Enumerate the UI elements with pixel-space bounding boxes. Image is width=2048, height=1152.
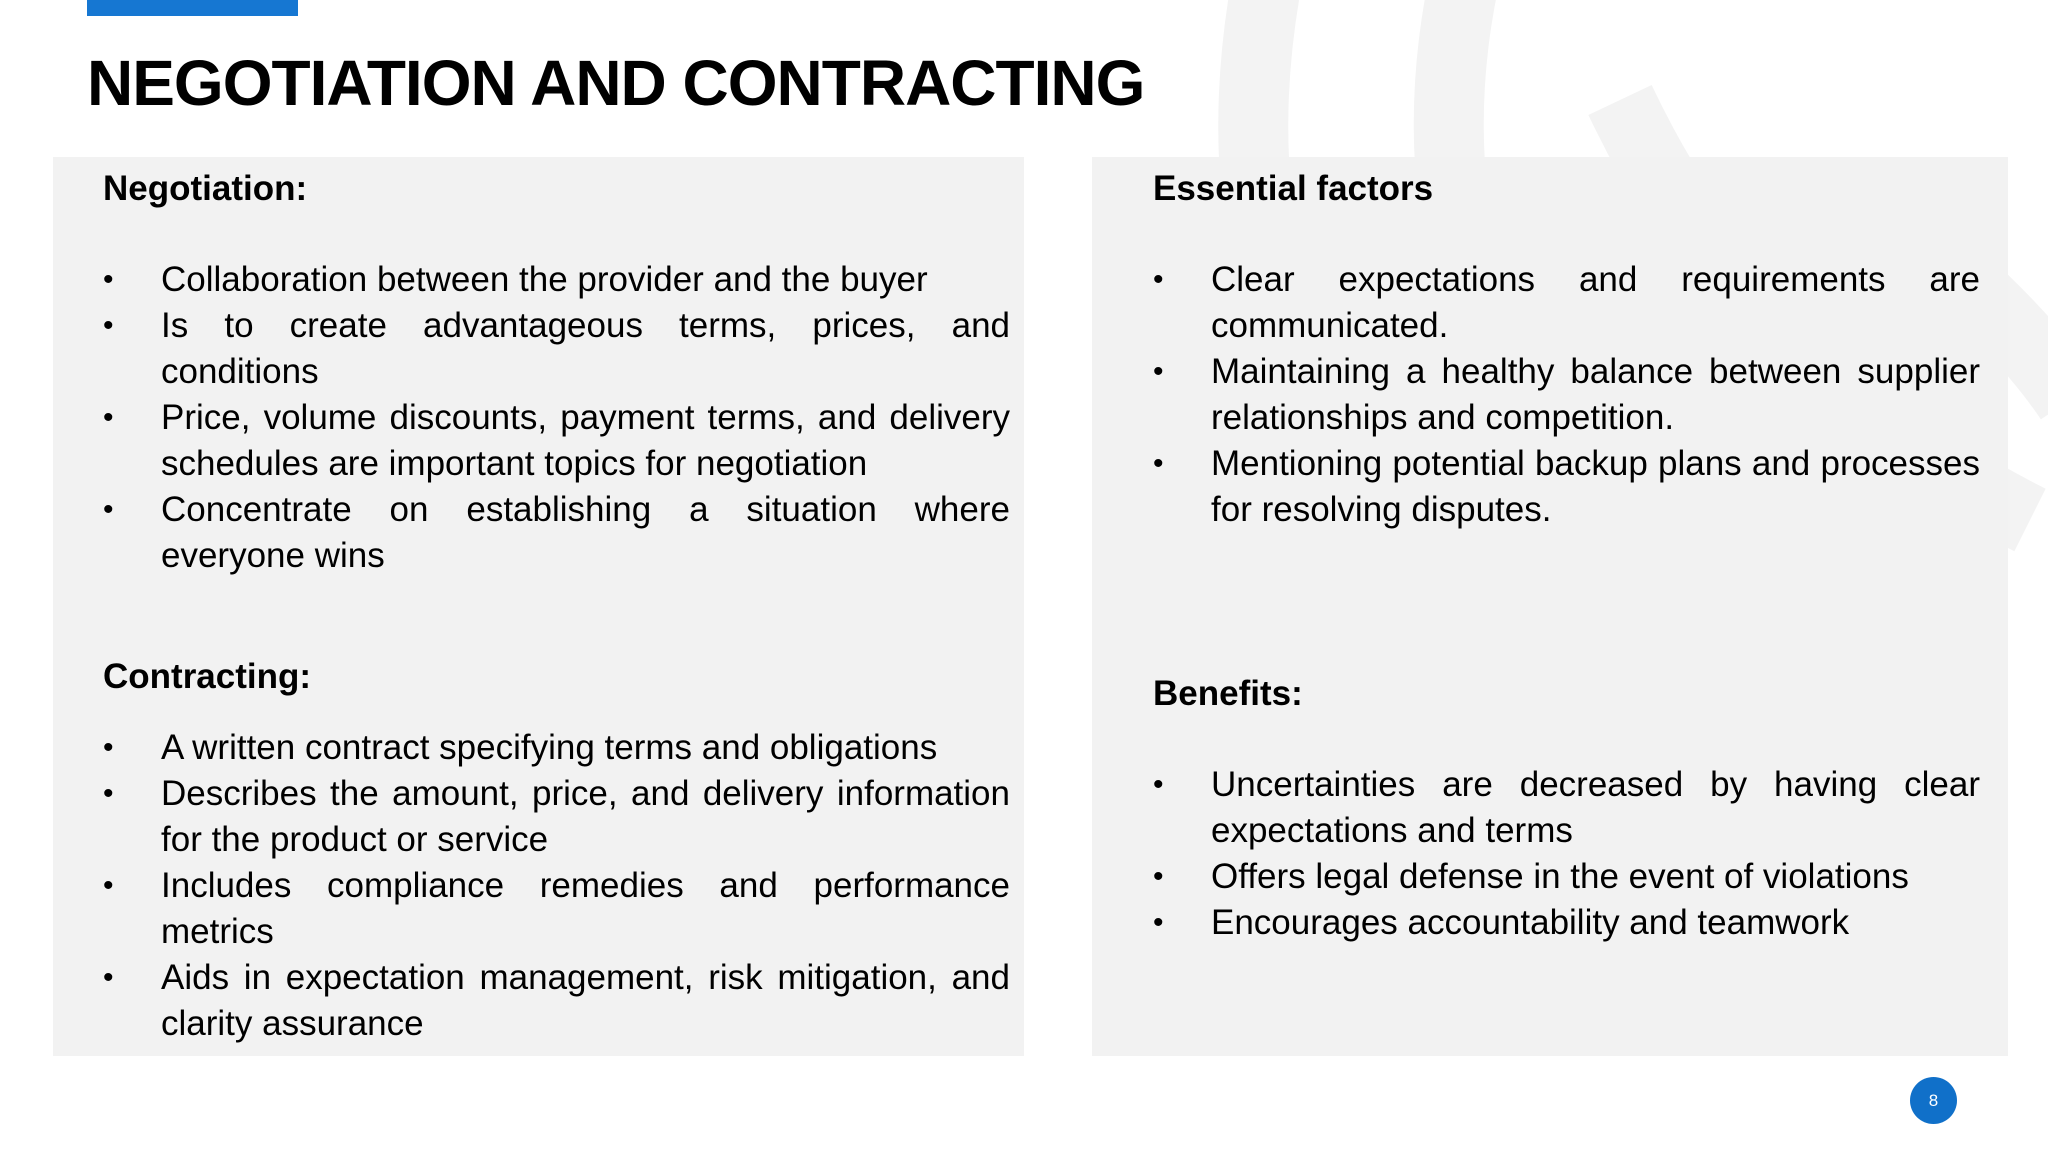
contracting-item: • A written contract specifying terms and obligations bbox=[103, 725, 1010, 771]
benefits-list bbox=[1153, 762, 1980, 946]
essential-factors-heading: Essential factors bbox=[1153, 169, 1434, 208]
negotiation-item: • Concentrate on establishing a situation where everyone wins bbox=[103, 487, 1010, 579]
contracting-item: • Describes the amount, price, and delivery information for the product or service bbox=[103, 771, 1010, 863]
essential-factor-item: • Clear expectations and requirements are communicated. bbox=[1153, 257, 1980, 349]
benefits-section bbox=[1153, 672, 1980, 946]
negotiation-section bbox=[103, 167, 1060, 579]
contracting-list bbox=[103, 725, 1010, 1047]
essential-factor-item: • Mentioning potential backup plans and processes for resolving disputes. bbox=[1153, 441, 1980, 533]
negotiation-item: • Is to create advantageous terms, prices, and conditions bbox=[103, 303, 1010, 395]
benefits-heading: Benefits: bbox=[1153, 674, 1303, 713]
negotiation-item: • Price, volume discounts, payment terms, and delivery schedules are important topics for negotiation bbox=[103, 395, 1010, 487]
essential-factor-item: • Maintaining a healthy balance between supplier relationships and competition. bbox=[1153, 349, 1980, 441]
benefit-item: • Offers legal defense in the event of violations bbox=[1153, 854, 1980, 900]
contracting-item: • Includes compliance remedies and performance metrics bbox=[103, 863, 1010, 955]
essential-factors-section bbox=[1153, 167, 1980, 533]
slide-title: NEGOTIATION AND CONTRACTING bbox=[87, 47, 1145, 119]
contracting-item: • Aids in expectation management, risk mitigation, and clarity assurance bbox=[103, 955, 1010, 1047]
essential-factors-list bbox=[1153, 257, 1980, 533]
top-accent-bar bbox=[87, 0, 298, 16]
benefit-item: • Encourages accountability and teamwork bbox=[1153, 900, 1980, 946]
negotiation-list bbox=[103, 257, 1010, 579]
benefit-item: • Uncertainties are decreased by having clear expectations and terms bbox=[1153, 762, 1980, 854]
negotiation-item: • Collaboration between the provider and the buyer bbox=[103, 257, 1010, 303]
right-content-panel bbox=[1092, 157, 2008, 1056]
contracting-heading: Contracting: bbox=[103, 657, 312, 696]
negotiation-heading: Negotiation: bbox=[103, 169, 308, 208]
left-content-panel bbox=[53, 157, 1024, 1056]
page-number-badge: 8 bbox=[1910, 1077, 1957, 1124]
contracting-section bbox=[103, 655, 1060, 1047]
